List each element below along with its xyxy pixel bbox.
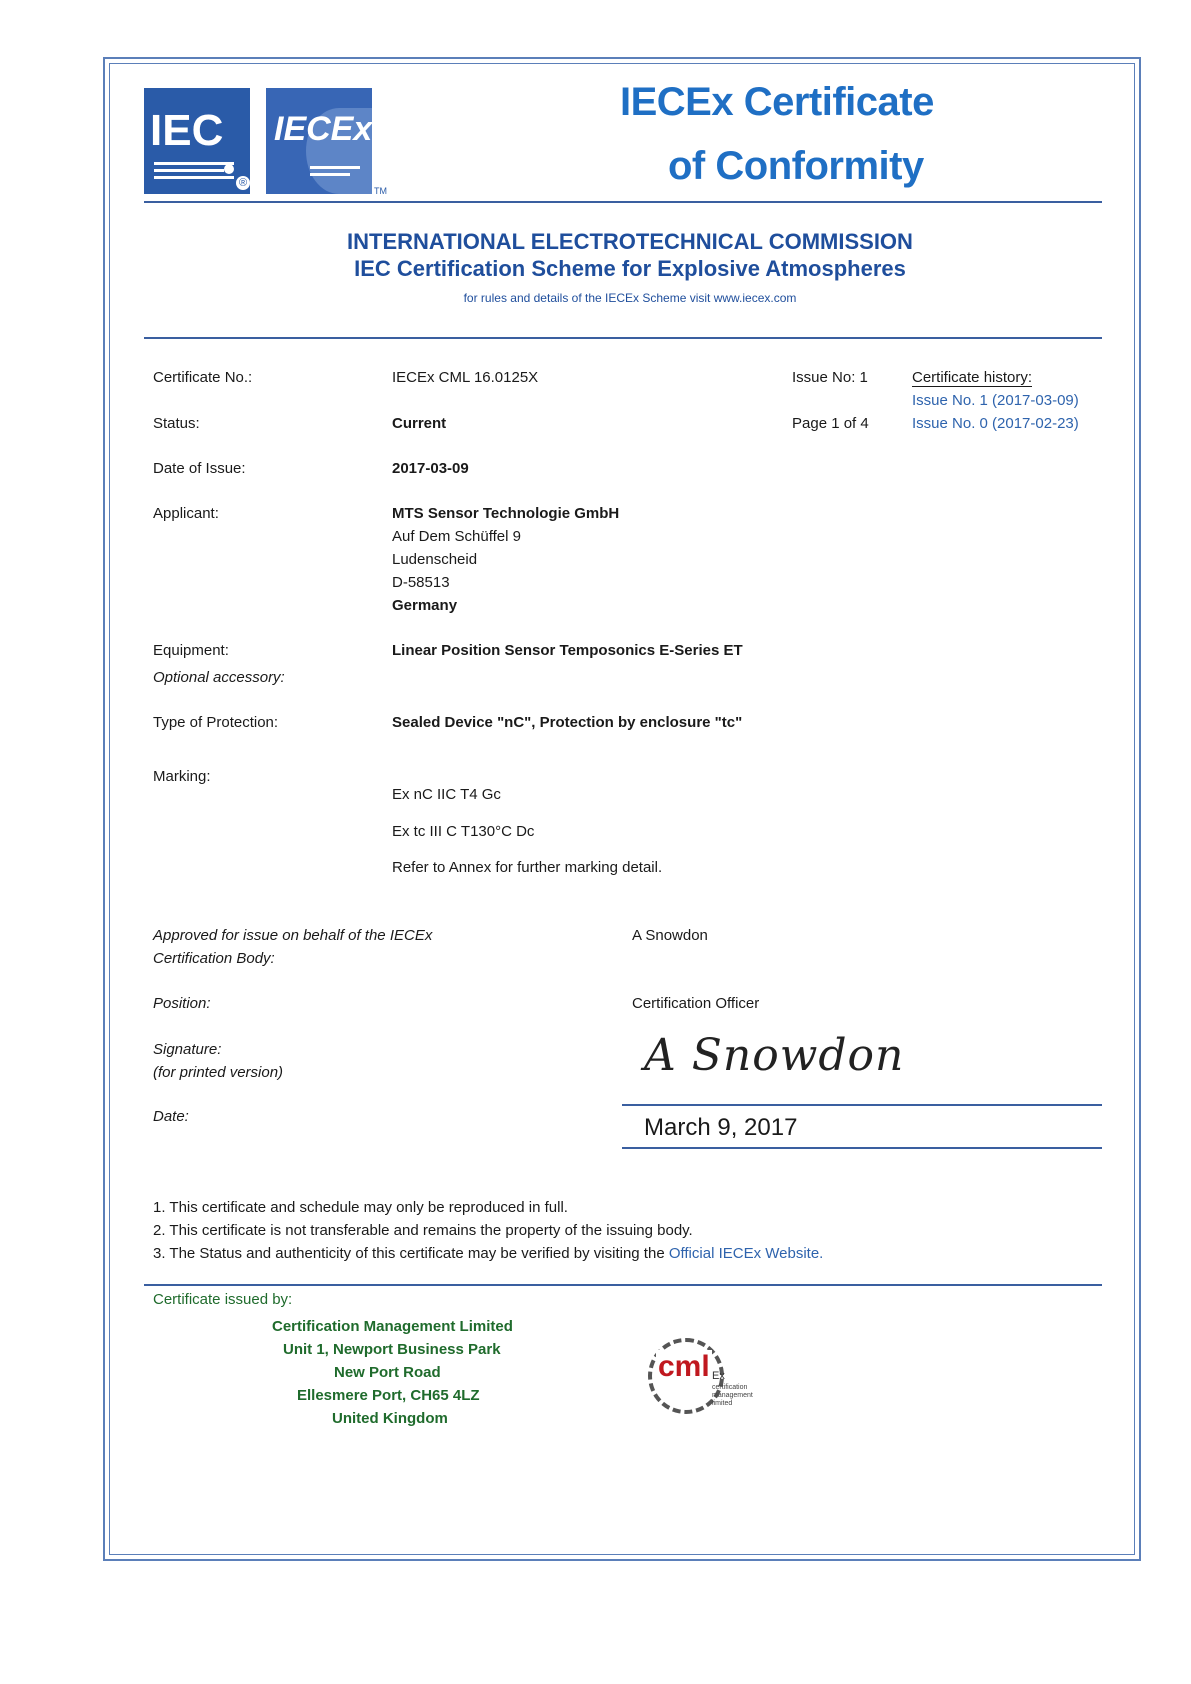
- organization-name: INTERNATIONAL ELECTROTECHNICAL COMMISSION: [347, 229, 913, 254]
- cml-logo-sub: limited: [712, 1400, 733, 1407]
- issuer-line: Unit 1, Newport Business Park: [283, 1341, 501, 1358]
- position-value: Certification Officer: [632, 995, 760, 1012]
- issuer-line: Certification Management Limited: [272, 1318, 513, 1335]
- equipment-value: Linear Position Sensor Temposonics E-Series ET: [392, 642, 743, 659]
- cml-logo-text: cml: [658, 1350, 710, 1383]
- applicant-address-line: D-58513: [392, 574, 450, 591]
- issuer-line: New Port Road: [334, 1364, 441, 1381]
- marking-line: Refer to Annex for further marking detail.: [392, 859, 663, 876]
- cert-no-label: Certificate No.:: [153, 369, 253, 386]
- position-label: Position:: [153, 995, 211, 1012]
- rules-note: for rules and details of the IECEx Scheme visit www.iecex.com: [463, 291, 797, 305]
- issuer-rule: [144, 1284, 1102, 1286]
- issuer-line: United Kingdom: [332, 1410, 448, 1427]
- note-3: [153, 1245, 823, 1262]
- status-label: Status:: [153, 415, 200, 432]
- org-rule: [144, 337, 1102, 339]
- iecex-logo-text: IECEx: [274, 110, 373, 148]
- handwritten-signature: A Snowdon: [644, 1030, 905, 1081]
- issuer-line: Ellesmere Port, CH65 4LZ: [297, 1387, 480, 1404]
- signature-label-cont: (for printed version): [153, 1064, 284, 1081]
- cml-logo-sub: management: [712, 1392, 753, 1399]
- date-rule: [622, 1147, 1102, 1149]
- page-border-inner: [109, 63, 1135, 1555]
- marking-line: Ex tc III C T130°C Dc: [392, 823, 535, 840]
- applicant-name: MTS Sensor Technologie GmbH: [392, 505, 620, 522]
- history-issue-0-link[interactable]: Issue No. 0 (2017-02-23): [912, 415, 1079, 432]
- date-of-issue-value: 2017-03-09: [392, 460, 469, 477]
- equipment-label: Equipment:: [153, 642, 229, 659]
- history-label: Certificate history:: [912, 369, 1033, 386]
- scheme-name: IEC Certification Scheme for Explosive Atmospheres: [354, 256, 906, 281]
- cml-logo-ex: Ex: [712, 1370, 725, 1382]
- applicant-country: Germany: [392, 597, 458, 614]
- cert-no-value: IECEx CML 16.0125X: [392, 369, 539, 386]
- note-2: 2. This certificate is not transferable and remains the property of the issuing body.: [153, 1222, 693, 1239]
- approval-date-value: March 9, 2017: [644, 1114, 798, 1141]
- trademark-mark: TM: [374, 186, 387, 196]
- history-issue-1-link[interactable]: Issue No. 1 (2017-03-09): [912, 392, 1079, 409]
- status-value: Current: [392, 415, 447, 432]
- marking-label: Marking:: [153, 768, 211, 785]
- iecex-website-link[interactable]: Official IECEx Website.: [668, 1245, 824, 1262]
- protection-value: Sealed Device "nC", Protection by enclosure "tc": [392, 714, 743, 731]
- title-line-2: of Conformity: [668, 144, 924, 188]
- approved-label-cont: Certification Body:: [153, 950, 275, 967]
- signature-rule: [622, 1104, 1102, 1106]
- title-line-1: IECEx Certificate: [620, 80, 934, 124]
- iecex-logo: [266, 88, 372, 194]
- applicant-label: Applicant:: [153, 505, 219, 522]
- iec-logo-text: IEC: [150, 106, 224, 155]
- protection-label: Type of Protection:: [153, 714, 279, 731]
- approver-name: A Snowdon: [632, 927, 708, 944]
- approved-label: Approved for issue on behalf of the IECEx: [153, 927, 433, 944]
- page-indicator: Page 1 of 4: [792, 415, 869, 432]
- marking-line: Ex nC IIC T4 Gc: [392, 786, 501, 803]
- note-1: 1. This certificate and schedule may only be reproduced in full.: [153, 1199, 568, 1216]
- issued-by-label: Certificate issued by:: [153, 1291, 293, 1308]
- applicant-address-line: Auf Dem Schüffel 9: [392, 528, 521, 545]
- signature-label: Signature:: [153, 1041, 222, 1058]
- cml-logo-sub: certification: [712, 1384, 748, 1391]
- note-3-text: 3. The Status and authenticity of this certificate may be verified by visiting the: [153, 1245, 669, 1262]
- date-of-issue-label: Date of Issue:: [153, 460, 246, 477]
- applicant-address-line: Ludenscheid: [392, 551, 478, 568]
- iec-logo: [144, 88, 250, 194]
- header-rule: [144, 201, 1102, 203]
- registered-mark: ®: [236, 176, 250, 190]
- optional-accessory-label: Optional accessory:: [153, 669, 285, 686]
- issue-no: Issue No: 1: [792, 369, 868, 386]
- approval-date-label: Date:: [153, 1108, 189, 1125]
